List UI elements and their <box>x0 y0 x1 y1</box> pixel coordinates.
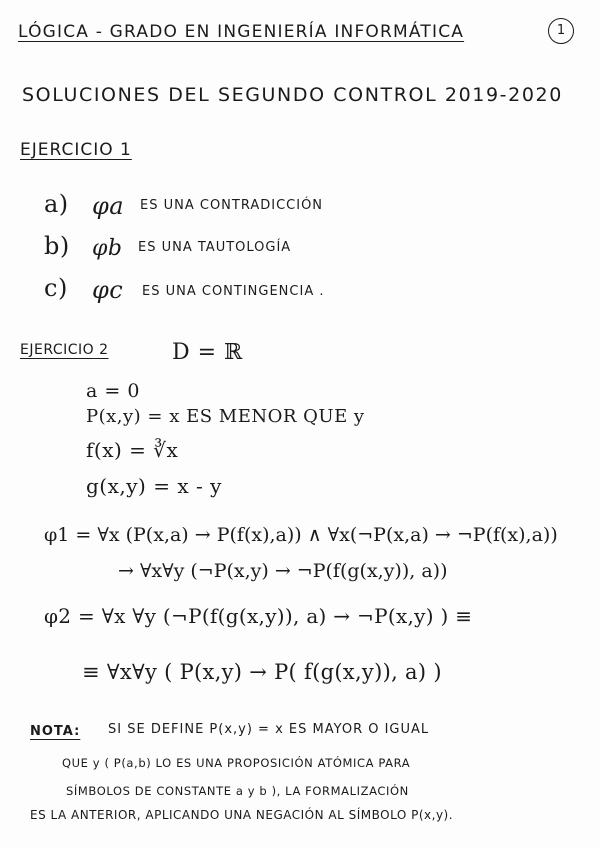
document-title: LÓGICA - GRADO EN INGENIERÍA INFORMÁTICA <box>18 22 465 42</box>
formula-symbol: φb <box>92 236 123 261</box>
item-text: ES UNA TAUTOLOGÍA <box>138 240 292 255</box>
predicate-definition: P(x,y) = x ES MENOR QUE y <box>86 406 365 427</box>
phi1-formula-line1: φ1 = ∀x (P(x,a) → P(f(x),a)) ∧ ∀x(¬P(x,a) → ¬P(f(x),a)) <box>44 524 558 546</box>
item-text: ES UNA CONTRADICCIÓN <box>140 198 324 213</box>
exercise-1-heading: EJERCICIO 1 <box>20 140 132 160</box>
item-label: c) <box>44 274 68 302</box>
note-label: NOTA: <box>30 724 81 739</box>
phi2-formula-line2: ≡ ∀x∀y ( P(x,y) → P( f(g(x,y)), a) ) <box>82 660 442 684</box>
domain-definition: D = ℝ <box>172 340 243 365</box>
function-f-definition: f(x) = ∛x <box>86 438 179 462</box>
function-g-definition: g(x,y) = x - y <box>86 474 222 498</box>
item-label: b) <box>44 232 70 260</box>
note-line-1: SI SE DEFINE P(x,y) = x ES MAYOR O IGUAL <box>108 722 430 737</box>
note-line-3: SÍMBOLOS DE CONSTANTE a y b ), LA FORMALIZACIÓN <box>66 784 409 798</box>
page-number: 1 <box>548 18 574 44</box>
constant-definition: a = 0 <box>86 380 140 402</box>
document-subtitle: SOLUCIONES DEL SEGUNDO CONTROL 2019-2020 <box>22 84 563 106</box>
formula-symbol: φc <box>92 276 124 304</box>
item-label: a) <box>44 190 69 218</box>
phi1-formula-line2: → ∀x∀y (¬P(x,y) → ¬P(f(g(x,y)), a)) <box>118 560 448 582</box>
exercise-2-heading: EJERCICIO 2 <box>20 342 109 358</box>
phi2-formula-line1: φ2 = ∀x ∀y (¬P(f(g(x,y)), a) → ¬P(x,y) ) ≡ <box>44 604 473 628</box>
note-line-2: QUE y ( P(a,b) LO ES UNA PROPOSICIÓN ATÓMICA PARA <box>62 756 411 770</box>
item-text: ES UNA CONTINGENCIA . <box>142 284 325 299</box>
formula-symbol: φa <box>92 192 125 220</box>
note-line-4: ES LA ANTERIOR, APLICANDO UNA NEGACIÓN AL SÍMBOLO P(x,y). <box>30 808 454 822</box>
